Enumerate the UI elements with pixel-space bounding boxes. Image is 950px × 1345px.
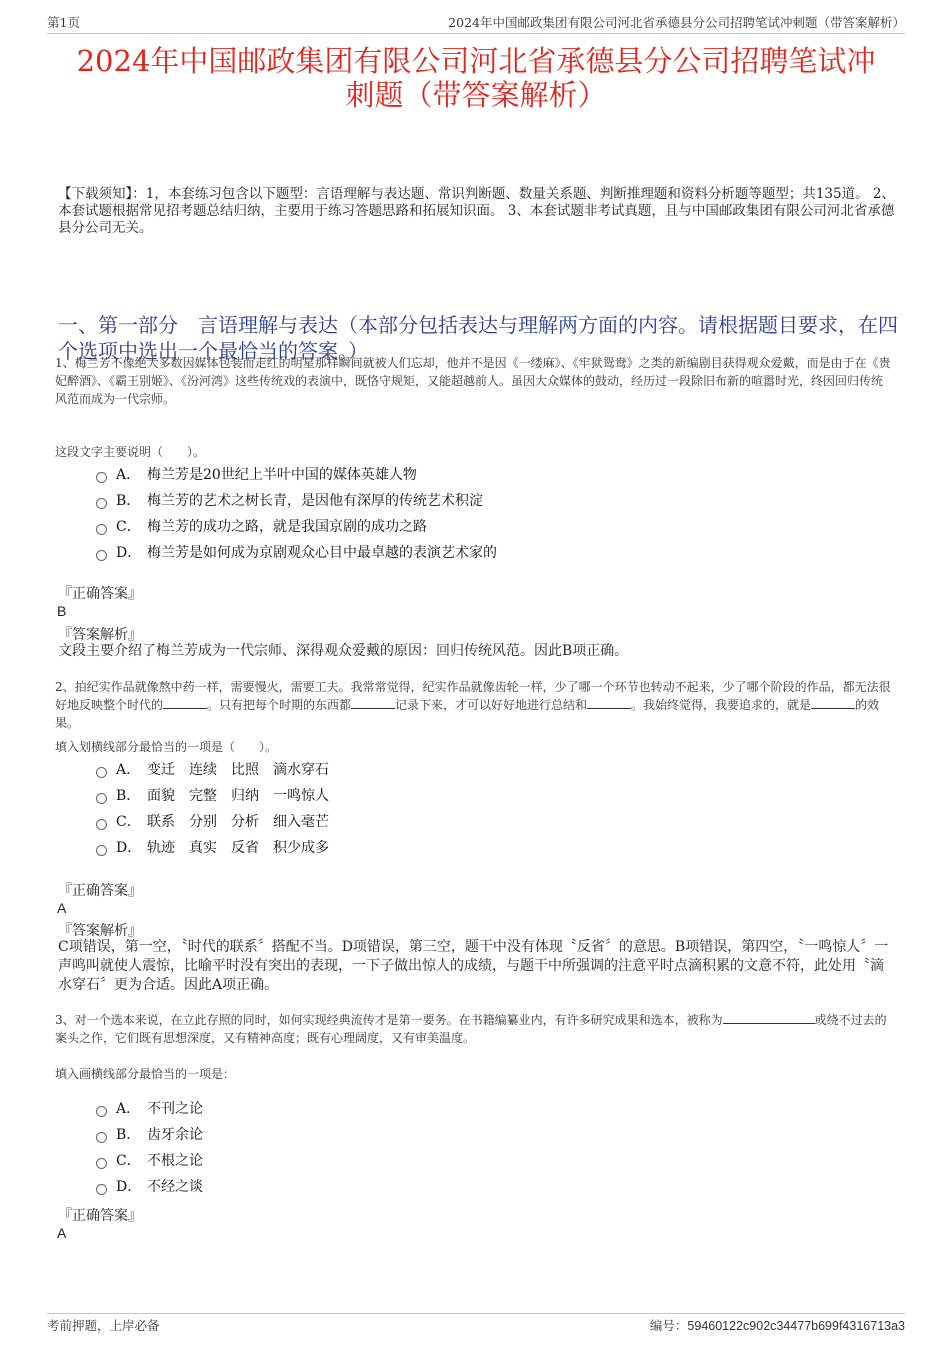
blank-line [811, 696, 855, 709]
page-title [47, 44, 905, 112]
q3-text: 3、对一个选本来说，在立此存照的同时，如何实现经典流传才是第一要务。在书籍编纂业内，有许多研究成果和选本，被称为 或绕不过去的案头之作，它们既有思想深度，又有精神高度；既有心理阔度，又有审美温度。 [55, 1013, 887, 1045]
q1-option-b[interactable]: B． 梅兰芳的艺术之树长青，是因他有深厚的传统艺术积淀 [96, 487, 497, 513]
q1-options [96, 461, 497, 565]
q2-answer: A [57, 900, 67, 916]
radio-icon[interactable] [96, 1158, 107, 1169]
radio-icon[interactable] [96, 845, 107, 856]
q2-option-b[interactable]: B． 面貌 完整 归纳 一鸣惊人 [96, 782, 329, 808]
q2-options [96, 756, 329, 860]
q3-options [96, 1095, 203, 1199]
q3-option-d[interactable]: D． 不经之谈 [96, 1173, 203, 1199]
q2-option-a[interactable]: A． 变迁 连续 比照 滴水穿石 [96, 756, 329, 782]
radio-icon[interactable] [96, 1132, 107, 1143]
radio-icon[interactable] [96, 793, 107, 804]
q3-answer-label: 『正确答案』 [58, 1208, 142, 1224]
blank-line [163, 696, 207, 709]
header-divider [47, 33, 905, 34]
footer-slogan: 考前押题，上岸必备 [47, 1318, 160, 1333]
radio-icon[interactable] [96, 767, 107, 778]
q3-answer: A [57, 1225, 67, 1241]
page-title-line2: 刺题（带答案解析） [345, 78, 607, 112]
radio-icon[interactable] [96, 819, 107, 830]
download-notice: 【下载须知】：1，本套练习包含以下题型：言语理解与表达题、常识判断题、数量关系题、判断推理题和资料分析题等题型；共135道。 2、本套试题根据常见招考题总结归纳，主要用于练习答题思路和拓展知识面。 3、本套试题非考试真题，且与中国邮政集团有限公司河北省承德县分公司无关。 [58, 186, 895, 236]
q2-text: 2、拍纪实作品就像熬中药一样，需要慢火，需要工夫。我常常觉得，纪实作品就像齿轮一样，少了哪一个环节也转动不起来，少了哪个阶段的作品，都无法很好地反映整个时代的 。只有把每个时期的东西都 记录下来，才可以好好地进行总结和 。我始终觉得，我要追求的，就是 的效果。 [55, 680, 891, 730]
radio-icon[interactable] [96, 472, 107, 483]
radio-icon[interactable] [96, 524, 107, 535]
radio-icon[interactable] [96, 550, 107, 561]
q3-option-a[interactable]: A． 不刊之论 [96, 1095, 203, 1121]
q1-option-d[interactable]: D． 梅兰芳是如何成为京剧观众心目中最卓越的表演艺术家的 [96, 539, 497, 565]
q1-option-a[interactable]: A． 梅兰芳是20世纪上半叶中国的媒体英雄人物 [96, 461, 497, 487]
q1-analysis-label: 『答案解析』 [58, 627, 142, 643]
q2-option-c[interactable]: C． 联系 分别 分析 细入毫芒 [96, 808, 329, 834]
q2-answer-label: 『正确答案』 [58, 883, 142, 899]
header-doc-title: 2024年中国邮政集团有限公司河北省承德县分公司招聘笔试冲刺题（带答案解析） [448, 15, 905, 30]
blank-line [587, 696, 631, 709]
q1-answer: B [57, 603, 67, 619]
blank-line [723, 1011, 815, 1024]
page-title-line1: 2024年中国邮政集团有限公司河北省承德县分公司招聘笔试冲 [76, 44, 876, 78]
q3-option-c[interactable]: C． 不根之论 [96, 1147, 203, 1173]
section-heading: 一、第一部分 言语理解与表达（本部分包括表达与理解两方面的内容。请根据题目要求，在四个选项中选出一个最恰当的答案。） [58, 313, 898, 363]
footer-code: 编号：59460122c902c34477b699f4316713a3 [649, 1318, 905, 1333]
radio-icon[interactable] [96, 1184, 107, 1195]
q1-option-c[interactable]: C． 梅兰芳的成功之路，就是我国京剧的成功之路 [96, 513, 497, 539]
q1-prompt: 这段文字主要说明（ ）。 [55, 445, 206, 459]
q1-answer-label: 『正确答案』 [58, 586, 142, 602]
radio-icon[interactable] [96, 1106, 107, 1117]
q1-text: 1、梅兰芳不像绝大多数因媒体包装而走红的明星那样瞬间就被人们忘却，他并不是因《一缕麻》、《牢狱鸳鸯》之类的新编剧目获得观众爱戴，而是由于在《贵妃醉酒》、《霸王别姬》、《汾河湾》这些传统戏的表演中，既恪守规矩，又能超越前人。虽因大众媒体的鼓动，经历过一段除旧布新的喧嚣时光，终因回归传统风范而成为一代宗师。 [55, 356, 891, 406]
q2-prompt: 填入划横线部分最恰当的一项是（ ）。 [55, 740, 278, 754]
q2-analysis: C项错误，第一空，〝时代的联系〞搭配不当。D项错误，第三空，题干中没有体现〝反省〞的意思。B项错误，第四空，〝一鸣惊人〞一声鸣叫就使人震惊，比喻平时没有突出的表现，一下子做出惊人的成绩，与题干中所强调的注意平时点滴积累的文意不符，此处用〝滴水穿石〞更为合适。因此A项正确。 [58, 939, 889, 993]
q3-prompt: 填入画横线部分最恰当的一项是： [55, 1067, 236, 1081]
q3-option-b[interactable]: B． 齿牙余论 [96, 1121, 203, 1147]
page-number: 第1页 [47, 15, 80, 30]
q2-option-d[interactable]: D． 轨迹 真实 反省 积少成多 [96, 834, 329, 860]
footer-divider [47, 1313, 905, 1314]
q2-analysis-label: 『答案解析』 [58, 923, 142, 939]
blank-line [351, 696, 395, 709]
q1-analysis: 文段主要介绍了梅兰芳成为一代宗师、深得观众爱戴的原因：回归传统风范。因此B项正确。 [58, 643, 629, 659]
radio-icon[interactable] [96, 498, 107, 509]
